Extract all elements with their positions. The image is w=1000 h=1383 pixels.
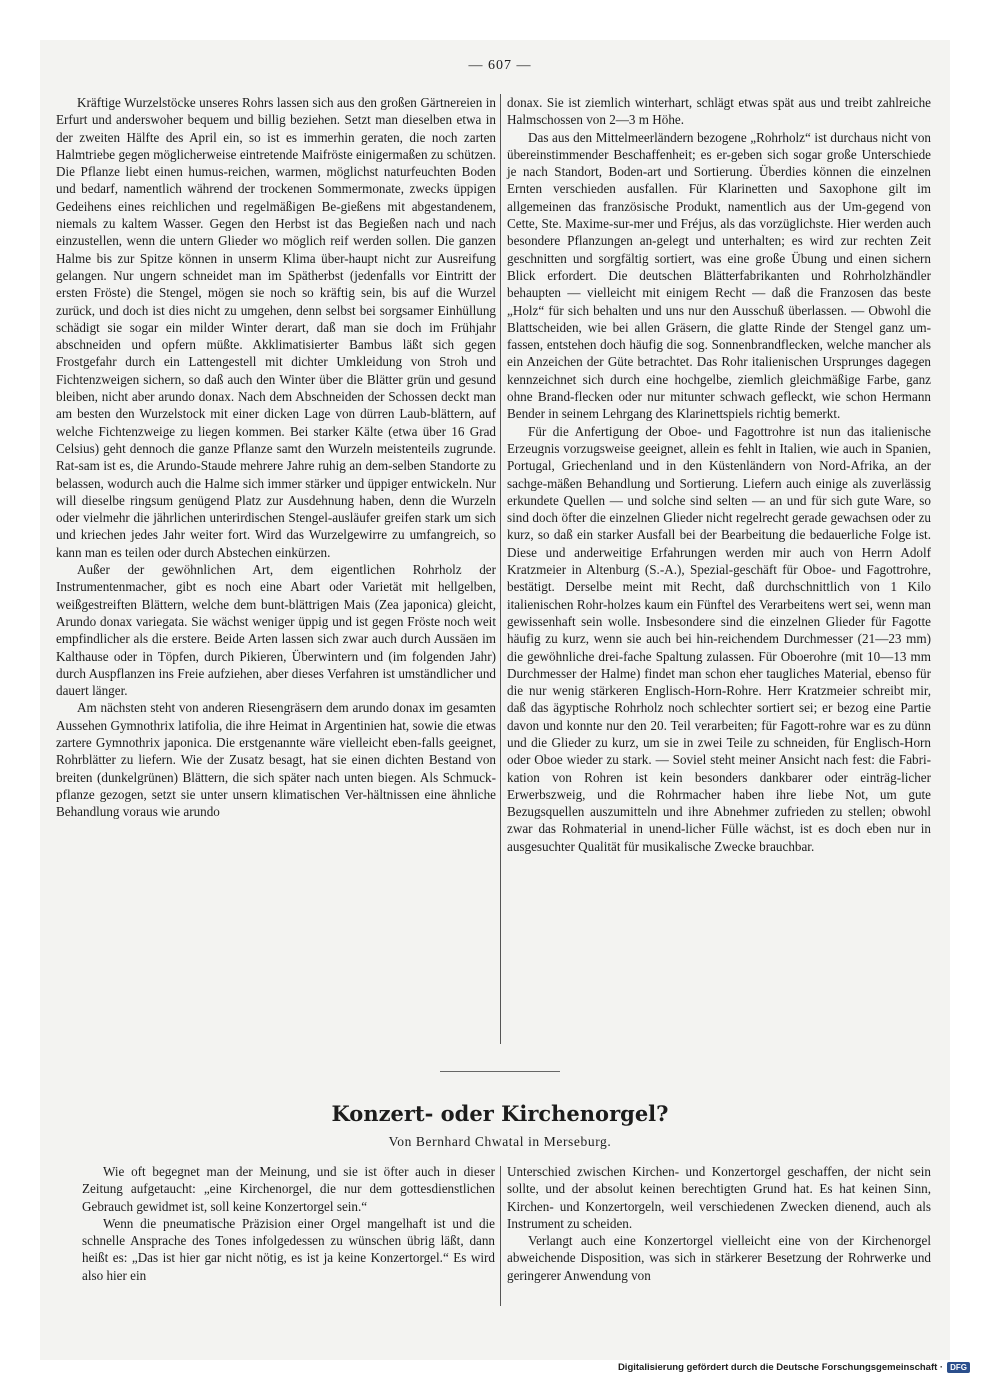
article-title: Konzert- oder Kirchenorgel? bbox=[331, 1101, 669, 1126]
paragraph: Außer der gewöhnlichen Art, dem eigentlichen Rohrholz der Instrumentenmacher, gibt es noch eine Abart oder Varietät mit hellgelben, weißgestreiften Blättern, welche dem bunt-blättrigen Mais (Zea japonica) gleicht, Arundo donax variegata. Sie wächst weniger üppig und ist gegen Fröste noch weit empfindlicher als die erstere. Beide Arten lassen sich zwar auch durch Aussäen im Kalthause oder in Töpfen, durch Pikieren, Überwintern und (im folgenden Jahr) durch Auspflanzen ins Freie aufziehen, aber dieses Verfahren ist umständlicher und dauert länger. bbox=[56, 562, 496, 699]
digitization-footer bbox=[618, 1362, 970, 1373]
column-divider bbox=[500, 94, 501, 1044]
paragraph: Für die Anfertigung der Oboe- und Fagottrohre ist nun das italienische Erzeugnis vorzugsweise geeignet, allein es fehlt in Italien, wie auch in Spanien, Portugal, Griechenland und in den Küstenländern von Nord-Afrika, an der sachge-mäßen Behandlung und Sortierung. Liefern auch einige als zuverlässig erkundete Quellen — und solche sind selten — an und für sich gute Ware, so sind doch öfter die einzelnen Glieder nicht regelrecht gerade gewachsen oder zu kurz, so daß ein starker Ausfall bei der Bearbeitung die bedauerliche Folge ist. Diese und anderweitige Erfahrungen werden mir auch von Herrn Adolf Kratzmeier in Altenburg (S.-A.), Spezial-geschäft für Oboe- und Fagottrohre, bestätigt. Derselbe meint mit Recht, daß durchschnittlich von 1 Kilo italienischen Rohr-holzes kaum ein Fünftel des Verarbeitens wert sei, wenn man gewissenhaft sein wolle. Insbesondere sind die einzelnen Glieder für Fagotte häufig zu kurz, wenn sie auch bei hin-reichendem Durchmesser (21—23 mm) die gewöhnliche drei-fache Spaltung zulassen. Für Oboerohre (mit 10—13 mm Durchmesser der Halme) findet man schon eher taugliches Material, ebenso für die nur wenig stärkeren Englisch-Horn-Rohre. Herr Kratzmeier schreibt mir, daß das ägyptische Rohrholz noch schlechter sortiert sei; er bezog eine Partie davon und konnte nur den 20. Teil verarbeiten; für Fagott-rohre war es zu dünn und die Glieder zu kurz, um sie in zwei Teile zu schneiden, für Englisch-Horn oder Oboe wieder zu stark. — Soviel steht meiner Ansicht nach fest: die Fabri-kation von Rohren ist kein besonders dankbarer oder einträg-licher Erwerbszweig, und die Rohrmacher haben ihre liebe Not, um gute Bezugsquellen auszumitteln und ihre Abnehmer zufrieden zu stellen; obwohl zwar das Rohmaterial in unend-licher Fülle wächst, ist es doch eben nur in ausgesuchter Qualität für musikalische Zwecke brauchbar. bbox=[507, 423, 931, 854]
article1-left-column bbox=[56, 94, 496, 820]
page-number: — 607 — bbox=[468, 58, 532, 73]
paragraph: donax. Sie ist ziemlich winterhart, schlägt etwas spät aus und treibt zahlreiche Halmschossen von 2—3 m Höhe. bbox=[507, 95, 931, 128]
paragraph: Wenn die pneumatische Präzision einer Orgel mangelhaft ist und die schnelle Ansprache des Tones infolgedessen zu wünschen übrig läßt, dann heißt es: „Das ist hier gar nicht nötig, es ist ja keine Konzertorgel.“ Es wird also hier ein bbox=[82, 1215, 495, 1283]
dfg-logo: DFG bbox=[947, 1362, 970, 1373]
paragraph: Am nächsten steht von anderen Riesengräsern dem arundo donax im gesamten Aussehen Gymnothrix latifolia, die ihre Heimat in Argentinien hat, sowie die etwas zartere Gymnothrix japonica. Die erstgenannte wäre vielleicht eben-falls geeignet, Rohrblätter zu liefern. Wie der Zusatz besagt, hat sie einen dichten Bestand von breiten (dunkelgrünen) Blättern, die sich später nach unten biegen. Als Schmuck-pflanze gezogen, setzt sie unter unsern klimatischen Ver-hältnissen eine ähnliche Behandlung voraus wie arundo bbox=[56, 700, 496, 820]
paragraph: Das aus den Mittelmeerländern bezogene „Rohrholz“ ist durchaus nicht von übereinstimmender Beschaffenheit; es er-geben sich sogar große Unterschiede je nach Standort, Boden-art und Sortierung. Überdies können die einzelnen Ernten verschieden ausfallen. Für Klarinetten und Saxophone gilt im allgemeinen das französische Produkt, namentlich aus der Um-gegend von Cette, Ste. Maxime-sur-mer und Fréjus, als das vorzüglichste. Hier werden auch besondere Pflanzungen an-gelegt und unterhalten; es wird zur rechten Zeit geschnitten und sorgfältig sortiert, was eine große Übung und einen sichern Blick erfordert. Die deutschen Blätterfabrikanten und Rohrholzhändler behaupten — vielleicht mit einigem Recht — daß die Franzosen das beste „Holz“ für sich behalten und uns nur den Ausschuß überlassen. — Obwohl die Blattscheiden, wie bei allen Gräsern, die glatte Rinde der Stengel ganz um-fassen, entstehen doch häufig die sog. Sonnenbrandflecken, welche mancher als ein Anzeichen der Güte betrachtet. Das Rohr italienischen Ursprunges dagegen kennzeichnet sich durch eine hochgelbe, ziemlich gleichmäßige Farbe, ganz ohne Brand-flecken oder nur mitunter schwach gefleckt, wie schon Hermann Bender in seinem Lehrgang des Klarinettspiels richtig bemerkt. bbox=[507, 129, 931, 422]
section-separator bbox=[440, 1071, 560, 1072]
paragraph: Kräftige Wurzelstöcke unseres Rohrs lassen sich aus den großen Gärtnereien in Erfurt und anderswoher bequem und billig beziehen. Setzt man dieselben etwa in der zweiten Hälfte des April ein, so ist es immerhin geraten, die noch zarten Halmtriebe gegen möglicherweise eintretende Maifröste einigermaßen zu schützen. Die Pflanze liebt einen humus-reichen, warmen, möglichst naturfeuchten Boden und bedarf, namentlich während der trockenen Sommermonate, zwecks üppigen Gedeihens eines reichlichen und regelmäßigen Be-gießens mit abgestandenem, niemals zu kaltem Wasser. Gegen den Herbst ist das Begießen nach und nach einzustellen, wenn die untern Glieder wo möglich reif werden sollen. Die ganzen Halme bis zur Spitze können in unserm Klima über-haupt nicht zur Ausreifung gelangen. Nur ungern schneidet man im Spätherbst (jedenfalls vor Eintritt der ersten Fröste) die Stengel, mögen sie noch so kräftig sein, bis auf die Wurzel zurück, und doch ist dies nicht zu umgehen, denn selbst bei sorgsamer Einhüllung schädigt sie sogar ein milder Winter derart, daß man sie doch im Frühjahr abschneiden und opfern müßte. Akklimatisierter Bambus läßt sich gegen Frostgefahr durch ein Lattengestell mit dichter Umkleidung von Stroh und Fichtenzweigen sichern, so daß auch den Winter über die Blätter grün und gesund bleiben, nicht aber arundo donax. Nach dem Abschneiden der Schossen deckt man am besten den Wurzelstock mit einer dicken Lage von dürren Laub-blättern, auf welche Fichtenzweige zu liegen kommen. Bei starker Kälte (etwa über 16 Grad Celsius) geht dennoch die ganze Pflanze samt den Wurzeln meistenteils zugrunde. Rat-sam ist es, die Arundo-Staude mehrere Jahre ruhig an dem-selben Standorte zu belassen, wodurch auch die Halme sich immer stärker und üppiger entwickeln. Nur will dieselbe ringsum genügend Platz zur Ausdehnung haben, denn die Wurzeln oder vielmehr die jährlichen unterirdischen Stengel-ausläufer greifen stark um sich und kriechen jedes Jahr weiter fort. Wird das Wurzelgewirre zu umfangreich, so kann man es teilen oder durch Abstechen einkürzen. bbox=[56, 95, 496, 560]
paragraph: Wie oft begegnet man der Meinung, und sie ist öfter auch in dieser Zeitung aufgetaucht: „eine Kirchenorgel, die nur dem gottesdienstlichen Gebrauch gewidmet ist, soll keine Konzertorgel sein.“ bbox=[82, 1164, 495, 1214]
paragraph: Verlangt auch eine Konzertorgel vielleicht eine von der Kirchenorgel abweichende Disposition, was sich in stärkerer Besetzung der Rohrwerke und geringerer Anwendung von bbox=[507, 1233, 931, 1283]
article2-left-column bbox=[82, 1163, 495, 1284]
footer-text: Digitalisierung gefördert durch die Deutsche Forschungsgemeinschaft · bbox=[617, 1362, 944, 1373]
article1-right-column bbox=[507, 94, 931, 855]
column-divider bbox=[500, 1166, 501, 1306]
paragraph: Unterschied zwischen Kirchen- und Konzertorgel geschaffen, der nicht sein sollte, und der absolut keinen berechtigten Grund hat. Es hat keinen Sinn, Kirchen- und Konzertorgeln, weil verschiedenen Zwecken dienend, auch als Instrument zu scheiden. bbox=[507, 1164, 931, 1231]
article2-right-column bbox=[507, 1163, 931, 1284]
article-byline: Von Bernhard Chwatal in Merseburg. bbox=[388, 1134, 612, 1149]
